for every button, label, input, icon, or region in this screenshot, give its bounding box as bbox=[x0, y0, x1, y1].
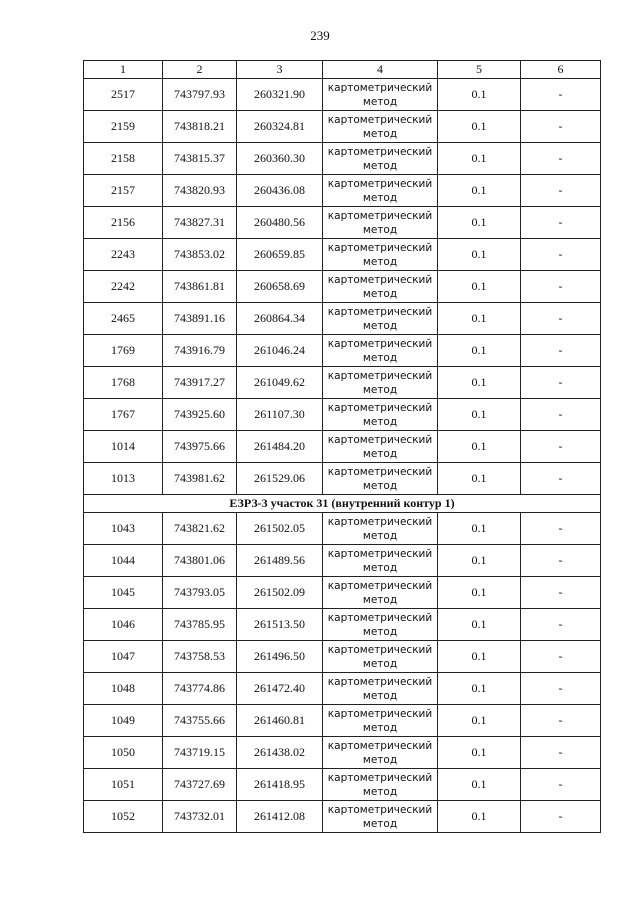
y-coordinate-cell: 260324.81 bbox=[237, 111, 323, 143]
note-cell: - bbox=[521, 79, 601, 111]
point-number-cell: 2158 bbox=[84, 143, 163, 175]
x-coordinate-cell: 743785.95 bbox=[163, 609, 237, 641]
x-coordinate-cell: 743975.66 bbox=[163, 431, 237, 463]
accuracy-cell: 0.1 bbox=[438, 367, 521, 399]
x-coordinate-cell: 743727.69 bbox=[163, 769, 237, 801]
column-header: 5 bbox=[438, 61, 521, 79]
y-coordinate-cell: 261418.95 bbox=[237, 769, 323, 801]
x-coordinate-cell: 743815.37 bbox=[163, 143, 237, 175]
y-coordinate-cell: 261472.40 bbox=[237, 673, 323, 705]
point-number-cell: 1014 bbox=[84, 431, 163, 463]
y-coordinate-cell: 261529.06 bbox=[237, 463, 323, 495]
table-row bbox=[84, 367, 601, 399]
table-row bbox=[84, 303, 601, 335]
table-row bbox=[84, 239, 601, 271]
table-row bbox=[84, 545, 601, 577]
y-coordinate-cell: 261049.62 bbox=[237, 367, 323, 399]
x-coordinate-cell: 743719.15 bbox=[163, 737, 237, 769]
x-coordinate-cell: 743758.53 bbox=[163, 641, 237, 673]
x-coordinate-cell: 743793.05 bbox=[163, 577, 237, 609]
y-coordinate-cell: 261496.50 bbox=[237, 641, 323, 673]
table-row bbox=[84, 207, 601, 239]
method-cell: картометрический метод bbox=[323, 111, 438, 143]
x-coordinate-cell: 743755.66 bbox=[163, 705, 237, 737]
method-cell: картометрический метод bbox=[323, 513, 438, 545]
column-header: 4 bbox=[323, 61, 438, 79]
table-row bbox=[84, 111, 601, 143]
point-number-cell: 2157 bbox=[84, 175, 163, 207]
table-row bbox=[84, 143, 601, 175]
section-title: ЕЗРЗ-3 участок 31 (внутренний контур 1) bbox=[84, 495, 601, 513]
method-cell: картометрический метод bbox=[323, 609, 438, 641]
note-cell: - bbox=[521, 335, 601, 367]
y-coordinate-cell: 261502.09 bbox=[237, 577, 323, 609]
y-coordinate-cell: 260436.08 bbox=[237, 175, 323, 207]
note-cell: - bbox=[521, 431, 601, 463]
table-header-row bbox=[84, 61, 601, 79]
accuracy-cell: 0.1 bbox=[438, 335, 521, 367]
accuracy-cell: 0.1 bbox=[438, 207, 521, 239]
method-cell: картометрический метод bbox=[323, 737, 438, 769]
note-cell: - bbox=[521, 175, 601, 207]
accuracy-cell: 0.1 bbox=[438, 545, 521, 577]
accuracy-cell: 0.1 bbox=[438, 239, 521, 271]
x-coordinate-cell: 743853.02 bbox=[163, 239, 237, 271]
accuracy-cell: 0.1 bbox=[438, 705, 521, 737]
table-row bbox=[84, 737, 601, 769]
point-number-cell: 2159 bbox=[84, 111, 163, 143]
section-row bbox=[84, 495, 601, 513]
method-cell: картометрический метод bbox=[323, 239, 438, 271]
point-number-cell: 1768 bbox=[84, 367, 163, 399]
point-number-cell: 2242 bbox=[84, 271, 163, 303]
y-coordinate-cell: 260480.56 bbox=[237, 207, 323, 239]
table-row bbox=[84, 673, 601, 705]
accuracy-cell: 0.1 bbox=[438, 463, 521, 495]
method-cell: картометрический метод bbox=[323, 431, 438, 463]
note-cell: - bbox=[521, 207, 601, 239]
accuracy-cell: 0.1 bbox=[438, 111, 521, 143]
method-cell: картометрический метод bbox=[323, 79, 438, 111]
y-coordinate-cell: 260659.85 bbox=[237, 239, 323, 271]
x-coordinate-cell: 743981.62 bbox=[163, 463, 237, 495]
note-cell: - bbox=[521, 303, 601, 335]
point-number-cell: 1050 bbox=[84, 737, 163, 769]
x-coordinate-cell: 743774.86 bbox=[163, 673, 237, 705]
point-number-cell: 2465 bbox=[84, 303, 163, 335]
x-coordinate-cell: 743821.62 bbox=[163, 513, 237, 545]
note-cell: - bbox=[521, 111, 601, 143]
x-coordinate-cell: 743732.01 bbox=[163, 801, 237, 833]
y-coordinate-cell: 260321.90 bbox=[237, 79, 323, 111]
x-coordinate-cell: 743797.93 bbox=[163, 79, 237, 111]
table-row bbox=[84, 513, 601, 545]
note-cell: - bbox=[521, 239, 601, 271]
method-cell: картометрический метод bbox=[323, 463, 438, 495]
method-cell: картометрический метод bbox=[323, 577, 438, 609]
method-cell: картометрический метод bbox=[323, 673, 438, 705]
note-cell: - bbox=[521, 399, 601, 431]
column-header: 3 bbox=[237, 61, 323, 79]
table-row bbox=[84, 175, 601, 207]
note-cell: - bbox=[521, 513, 601, 545]
note-cell: - bbox=[521, 737, 601, 769]
note-cell: - bbox=[521, 577, 601, 609]
note-cell: - bbox=[521, 769, 601, 801]
method-cell: картометрический метод bbox=[323, 545, 438, 577]
x-coordinate-cell: 743917.27 bbox=[163, 367, 237, 399]
y-coordinate-cell: 261107.30 bbox=[237, 399, 323, 431]
column-header: 2 bbox=[163, 61, 237, 79]
point-number-cell: 1769 bbox=[84, 335, 163, 367]
table-row bbox=[84, 271, 601, 303]
accuracy-cell: 0.1 bbox=[438, 577, 521, 609]
accuracy-cell: 0.1 bbox=[438, 303, 521, 335]
y-coordinate-cell: 261484.20 bbox=[237, 431, 323, 463]
accuracy-cell: 0.1 bbox=[438, 79, 521, 111]
y-coordinate-cell: 260360.30 bbox=[237, 143, 323, 175]
table-row bbox=[84, 431, 601, 463]
table-row bbox=[84, 769, 601, 801]
accuracy-cell: 0.1 bbox=[438, 737, 521, 769]
point-number-cell: 1049 bbox=[84, 705, 163, 737]
accuracy-cell: 0.1 bbox=[438, 513, 521, 545]
x-coordinate-cell: 743818.21 bbox=[163, 111, 237, 143]
method-cell: картометрический метод bbox=[323, 271, 438, 303]
note-cell: - bbox=[521, 641, 601, 673]
method-cell: картометрический метод bbox=[323, 367, 438, 399]
table-row bbox=[84, 705, 601, 737]
method-cell: картометрический метод bbox=[323, 641, 438, 673]
method-cell: картометрический метод bbox=[323, 207, 438, 239]
accuracy-cell: 0.1 bbox=[438, 271, 521, 303]
table-row bbox=[84, 399, 601, 431]
column-header: 6 bbox=[521, 61, 601, 79]
note-cell: - bbox=[521, 705, 601, 737]
point-number-cell: 1013 bbox=[84, 463, 163, 495]
point-number-cell: 1051 bbox=[84, 769, 163, 801]
table-body-inner-contour bbox=[84, 513, 601, 833]
accuracy-cell: 0.1 bbox=[438, 641, 521, 673]
note-cell: - bbox=[521, 673, 601, 705]
accuracy-cell: 0.1 bbox=[438, 769, 521, 801]
y-coordinate-cell: 261046.24 bbox=[237, 335, 323, 367]
method-cell: картометрический метод bbox=[323, 399, 438, 431]
point-number-cell: 1043 bbox=[84, 513, 163, 545]
x-coordinate-cell: 743891.16 bbox=[163, 303, 237, 335]
note-cell: - bbox=[521, 271, 601, 303]
y-coordinate-cell: 261438.02 bbox=[237, 737, 323, 769]
y-coordinate-cell: 261460.81 bbox=[237, 705, 323, 737]
note-cell: - bbox=[521, 367, 601, 399]
accuracy-cell: 0.1 bbox=[438, 143, 521, 175]
method-cell: картометрический метод bbox=[323, 769, 438, 801]
point-number-cell: 1052 bbox=[84, 801, 163, 833]
note-cell: - bbox=[521, 801, 601, 833]
method-cell: картометрический метод bbox=[323, 175, 438, 207]
method-cell: картометрический метод bbox=[323, 335, 438, 367]
column-header: 1 bbox=[84, 61, 163, 79]
table-row bbox=[84, 463, 601, 495]
x-coordinate-cell: 743916.79 bbox=[163, 335, 237, 367]
accuracy-cell: 0.1 bbox=[438, 609, 521, 641]
y-coordinate-cell: 260658.69 bbox=[237, 271, 323, 303]
accuracy-cell: 0.1 bbox=[438, 431, 521, 463]
x-coordinate-cell: 743820.93 bbox=[163, 175, 237, 207]
table-row bbox=[84, 335, 601, 367]
point-number-cell: 1047 bbox=[84, 641, 163, 673]
note-cell: - bbox=[521, 463, 601, 495]
accuracy-cell: 0.1 bbox=[438, 399, 521, 431]
point-number-cell: 1046 bbox=[84, 609, 163, 641]
point-number-cell: 1045 bbox=[84, 577, 163, 609]
note-cell: - bbox=[521, 609, 601, 641]
accuracy-cell: 0.1 bbox=[438, 673, 521, 705]
point-number-cell: 1044 bbox=[84, 545, 163, 577]
method-cell: картометрический метод bbox=[323, 303, 438, 335]
table-row bbox=[84, 801, 601, 833]
note-cell: - bbox=[521, 143, 601, 175]
accuracy-cell: 0.1 bbox=[438, 801, 521, 833]
table-row bbox=[84, 641, 601, 673]
y-coordinate-cell: 261513.50 bbox=[237, 609, 323, 641]
page-number: 239 bbox=[310, 28, 330, 43]
method-cell: картометрический метод bbox=[323, 801, 438, 833]
y-coordinate-cell: 260864.34 bbox=[237, 303, 323, 335]
accuracy-cell: 0.1 bbox=[438, 175, 521, 207]
x-coordinate-cell: 743827.31 bbox=[163, 207, 237, 239]
table-body-main bbox=[84, 79, 601, 495]
point-number-cell: 1048 bbox=[84, 673, 163, 705]
method-cell: картометрический метод bbox=[323, 705, 438, 737]
y-coordinate-cell: 261502.05 bbox=[237, 513, 323, 545]
coordinates-table bbox=[83, 60, 601, 833]
point-number-cell: 2517 bbox=[84, 79, 163, 111]
point-number-cell: 2156 bbox=[84, 207, 163, 239]
point-number-cell: 2243 bbox=[84, 239, 163, 271]
method-cell: картометрический метод bbox=[323, 143, 438, 175]
table-row bbox=[84, 609, 601, 641]
y-coordinate-cell: 261412.08 bbox=[237, 801, 323, 833]
note-cell: - bbox=[521, 545, 601, 577]
x-coordinate-cell: 743925.60 bbox=[163, 399, 237, 431]
table-section bbox=[84, 495, 601, 513]
y-coordinate-cell: 261489.56 bbox=[237, 545, 323, 577]
x-coordinate-cell: 743861.81 bbox=[163, 271, 237, 303]
table-row bbox=[84, 577, 601, 609]
table-row bbox=[84, 79, 601, 111]
x-coordinate-cell: 743801.06 bbox=[163, 545, 237, 577]
point-number-cell: 1767 bbox=[84, 399, 163, 431]
